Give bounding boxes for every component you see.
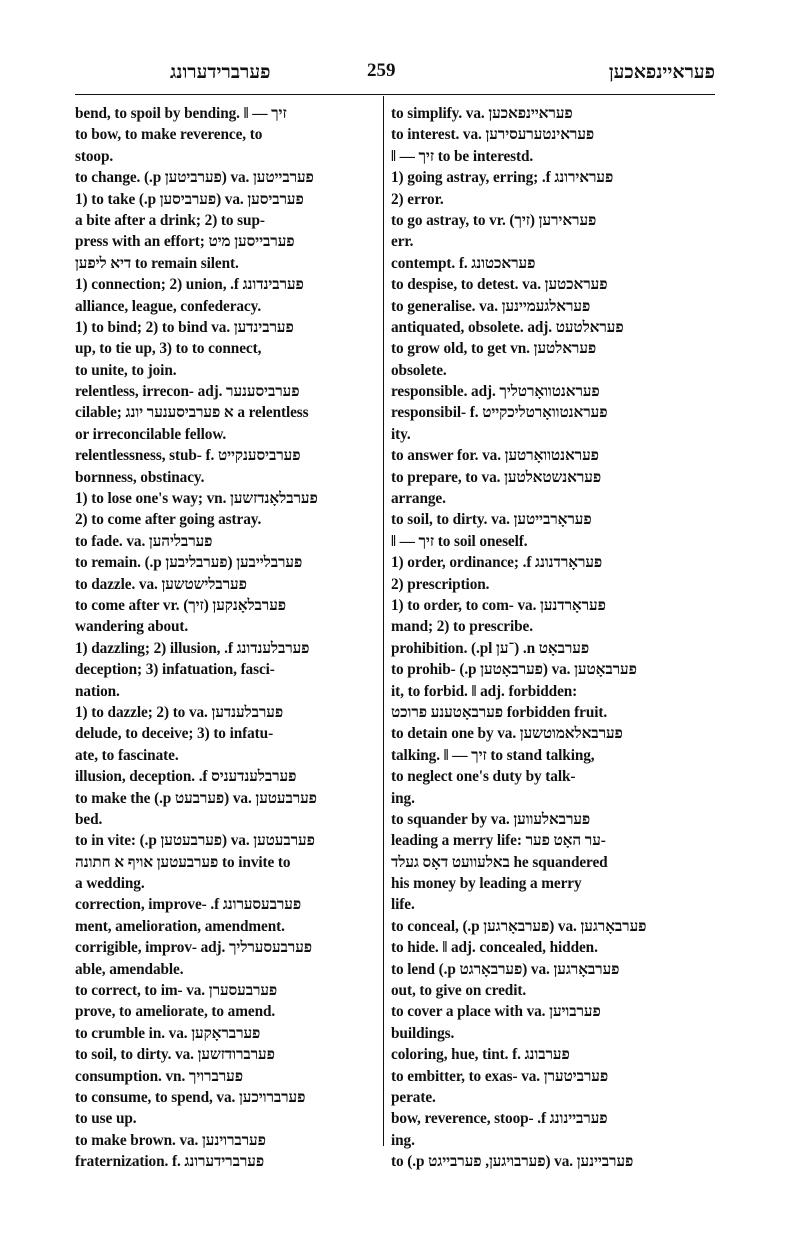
right-column-line: ity.	[391, 425, 411, 443]
left-column-line: to crumble in. va. פערבראָקען	[75, 1024, 261, 1042]
right-column-line: to grow old, to get vn. פעראלטען	[391, 340, 597, 358]
right-column-line: out, to give on credit.	[391, 982, 527, 1000]
right-column-line: responsible. adj. פעראנטוואָרטליך	[391, 383, 600, 401]
right-column-line: to despise, to detest. va. פעראכטען	[391, 276, 608, 294]
right-column-line: פערבאָטענע פרוכט forbidden fruit.	[391, 703, 608, 721]
right-column-line: 2) prescription.	[391, 575, 490, 593]
right-column-line: to (.p פערבויגען, פערבייגט) va. פערביינען	[391, 1153, 634, 1171]
left-column-line: or irreconcilable fellow.	[75, 425, 227, 443]
right-column-line: mand; 2) to prescribe.	[391, 618, 533, 636]
left-column-line: to consume, to spend, va. פערברויכען	[75, 1088, 306, 1106]
left-column-line: cilable; א פערביסענער יונג a relentless	[75, 404, 309, 422]
right-column-line: 1) order, ordinance; .f פעראָרדנונג	[391, 554, 603, 572]
right-column-line: ‖ — זיך to soil oneself.	[391, 532, 528, 550]
left-column-line: deception; 3) infatuation, fasci-	[75, 661, 275, 679]
right-column-line: obsolete.	[391, 361, 447, 379]
left-column-line: bed.	[75, 810, 103, 828]
left-column-line: bend, to spoil by bending. ‖ — זיך	[75, 105, 287, 122]
right-column-line: to neglect one's duty by talk-	[391, 768, 576, 786]
right-column-line: to hide. ‖ adj. concealed, hidden.	[391, 939, 598, 957]
right-column-line: to go astray, to vr. (זיך) פעראירען	[391, 211, 597, 229]
left-column-line: to bow, to make reverence, to	[75, 126, 263, 144]
right-column-line: to interest. va. פעראינטערעסירען	[391, 126, 595, 144]
right-column-line: prohibition. (.pl ־ען) .n פערבאָט	[391, 639, 590, 657]
left-column-line: wandering about.	[75, 618, 189, 636]
right-column-line: to conceal, (.p פערבאָרגען) va. פערבאָרגען	[391, 917, 647, 935]
right-column-line: 1) going astray, erring; .f פעראירונג	[391, 169, 614, 187]
left-column-line: to dazzle. va. פערבלישטשען	[75, 575, 247, 593]
left-column-line: a bite after a drink; 2) to sup-	[75, 211, 265, 229]
left-column-line: to use up.	[75, 1110, 137, 1128]
right-column-line: talking. ‖ — זיך to stand talking,	[391, 746, 595, 764]
left-column-line: alliance, league, confederacy.	[75, 297, 262, 315]
right-column-line: to generalise. va. פעראלגעמיינען	[391, 297, 591, 315]
left-column-line: דיא ליפען to remain silent.	[75, 254, 239, 272]
left-column-line: ment, amelioration, amendment.	[75, 917, 285, 935]
left-column-line: 2) to come after going astray.	[75, 511, 262, 529]
left-column-line: to in vite: (.p פערבעטען) va. פערבעטען	[75, 832, 315, 850]
left-column-line: 1) to dazzle; 2) to va. פערבלענדען	[75, 703, 284, 721]
left-column-line: press with an effort; פערבייסען מיט	[75, 233, 295, 251]
left-column-line: 1) to take (.p פערביסען) va. פערביסען	[75, 190, 304, 208]
left-column-line: 1) to bind; 2) to bind va. פערבינדען	[75, 318, 294, 336]
left-column-line: prove, to ameliorate, to amend.	[75, 1003, 276, 1021]
right-column-line: err.	[391, 233, 414, 251]
page-header	[75, 58, 715, 88]
right-column-line: to prepare, to va. פעראנשטאלטען	[391, 468, 602, 486]
right-column-line: bow, reverence, stoop- .f פערביינונג	[391, 1110, 608, 1128]
right-column-line: to embitter, to exas- va. פערביטערן	[391, 1067, 609, 1085]
right-column-line: leading a merry life: ער האָט פער-	[391, 832, 606, 850]
right-column-line: ‖ — זיך to be interestd.	[391, 147, 534, 165]
right-column-line: to detain one by va. פערבאלאמוטשען	[391, 725, 623, 743]
right-column-line: to squander by va. פערבאלעווען	[391, 810, 591, 828]
left-column-line: to correct, to im- va. פערבעסערן	[75, 982, 278, 1000]
left-column-line: 1) dazzling; 2) illusion, .f פערבלענדונג	[75, 639, 310, 657]
left-column-line: to make the (.p פערבעט) va. פערבעטען	[75, 789, 317, 807]
left-column-line: up, to tie up, 3) to to connect,	[75, 340, 262, 358]
left-column-line: correction, improve- .f פערבעסערונג	[75, 896, 302, 914]
left-column-line: able, amendable.	[75, 960, 184, 978]
left-column-line: stoop.	[75, 147, 114, 165]
left-column-line: illusion, deception. .f פערבלענדעניס	[75, 768, 297, 786]
left-column-line: consumption. vn. פערברויך	[75, 1067, 243, 1085]
left-column-line: to unite, to join.	[75, 361, 177, 379]
left-column-line: ate, to fascinate.	[75, 746, 179, 764]
right-column-line: באלעוועט דאָס געלד he squandered	[391, 853, 608, 871]
left-column-line: nation.	[75, 682, 120, 700]
right-column-line: antiquated, obsolete. adj. פעראלטעט	[391, 318, 624, 336]
right-column-line: to lend (.p פערבאָרגט) va. פערבאָרגען	[391, 960, 620, 978]
left-column-line: bornness, obstinacy.	[75, 468, 205, 486]
right-column-line: perate.	[391, 1088, 436, 1106]
right-column-line: to soil, to dirty. va. פעראָרבייטען	[391, 511, 592, 529]
right-column-line: arrange.	[391, 490, 446, 508]
left-column-line: relentlessness, stub- f. פערביסענקייט	[75, 447, 301, 465]
right-column-line: to cover a place with va. פערבויען	[391, 1003, 601, 1021]
right-column-line: ing.	[391, 1131, 415, 1149]
right-column-line: coloring, hue, tint. f. פערבונג	[391, 1046, 570, 1064]
right-column-line: contempt. f. פעראכטונג	[391, 254, 536, 272]
left-column-line: to fade. va. פערבליהען	[75, 532, 213, 550]
left-column-line: 1) to lose one's way; vn. פערבלאָנדזשען	[75, 490, 318, 508]
right-column-line: his money by leading a merry	[391, 875, 582, 893]
left-column-line: to make brown. va. פערברוינען	[75, 1131, 266, 1149]
left-column-line: delude, to deceive; 3) to infatu-	[75, 725, 274, 743]
right-column	[391, 103, 711, 1173]
right-column-line: to simplify. va. פעראיינפאכען	[391, 105, 573, 122]
right-column-line: ing.	[391, 789, 415, 807]
left-column-line: to remain. (.p פערבליבען) פערבלייבען	[75, 554, 303, 572]
left-column	[75, 103, 388, 1173]
left-column-line: פערבעטען אויף א חתונה to invite to	[75, 853, 291, 871]
page-number: 259	[367, 60, 396, 81]
right-column-line: buildings.	[391, 1024, 455, 1042]
header-left-word: פערברידערונג	[170, 62, 271, 83]
left-column-line: fraternization. f. פערברידערונג	[75, 1153, 265, 1171]
left-column-line: relentless, irrecon- adj. פערביסענער	[75, 383, 300, 401]
right-column-line: to answer for. va. פעראנטוואָרטען	[391, 447, 599, 465]
header-rule	[75, 94, 715, 95]
left-column-line: to change. (.p פערביטען) va. פערבייטען	[75, 169, 314, 187]
header-right-word: פעראיינפאכען	[608, 62, 715, 83]
right-column-line: 1) to order, to com- va. פעראָרדנען	[391, 596, 606, 614]
right-column-line: to prohib- (.p פערבאָטען) va. פערבאָטען	[391, 661, 637, 679]
right-column-line: responsibil- f. פעראנטוואָרטליכקייט	[391, 404, 608, 422]
left-column-line: 1) connection; 2) union, .f פערבינדונג	[75, 276, 304, 294]
left-column-line: to soil, to dirty. va. פערברודזשען	[75, 1046, 275, 1064]
right-column-line: it, to forbid. ‖ adj. forbidden:	[391, 682, 578, 700]
left-column-line: a wedding.	[75, 875, 145, 893]
right-column-line: 2) error.	[391, 190, 444, 208]
left-column-line: corrigible, improv- adj. פערבעסערליך	[75, 939, 312, 957]
left-column-line: to come after vr. (זיך) פערבלאָנקען	[75, 596, 286, 614]
right-column-line: life.	[391, 896, 415, 914]
